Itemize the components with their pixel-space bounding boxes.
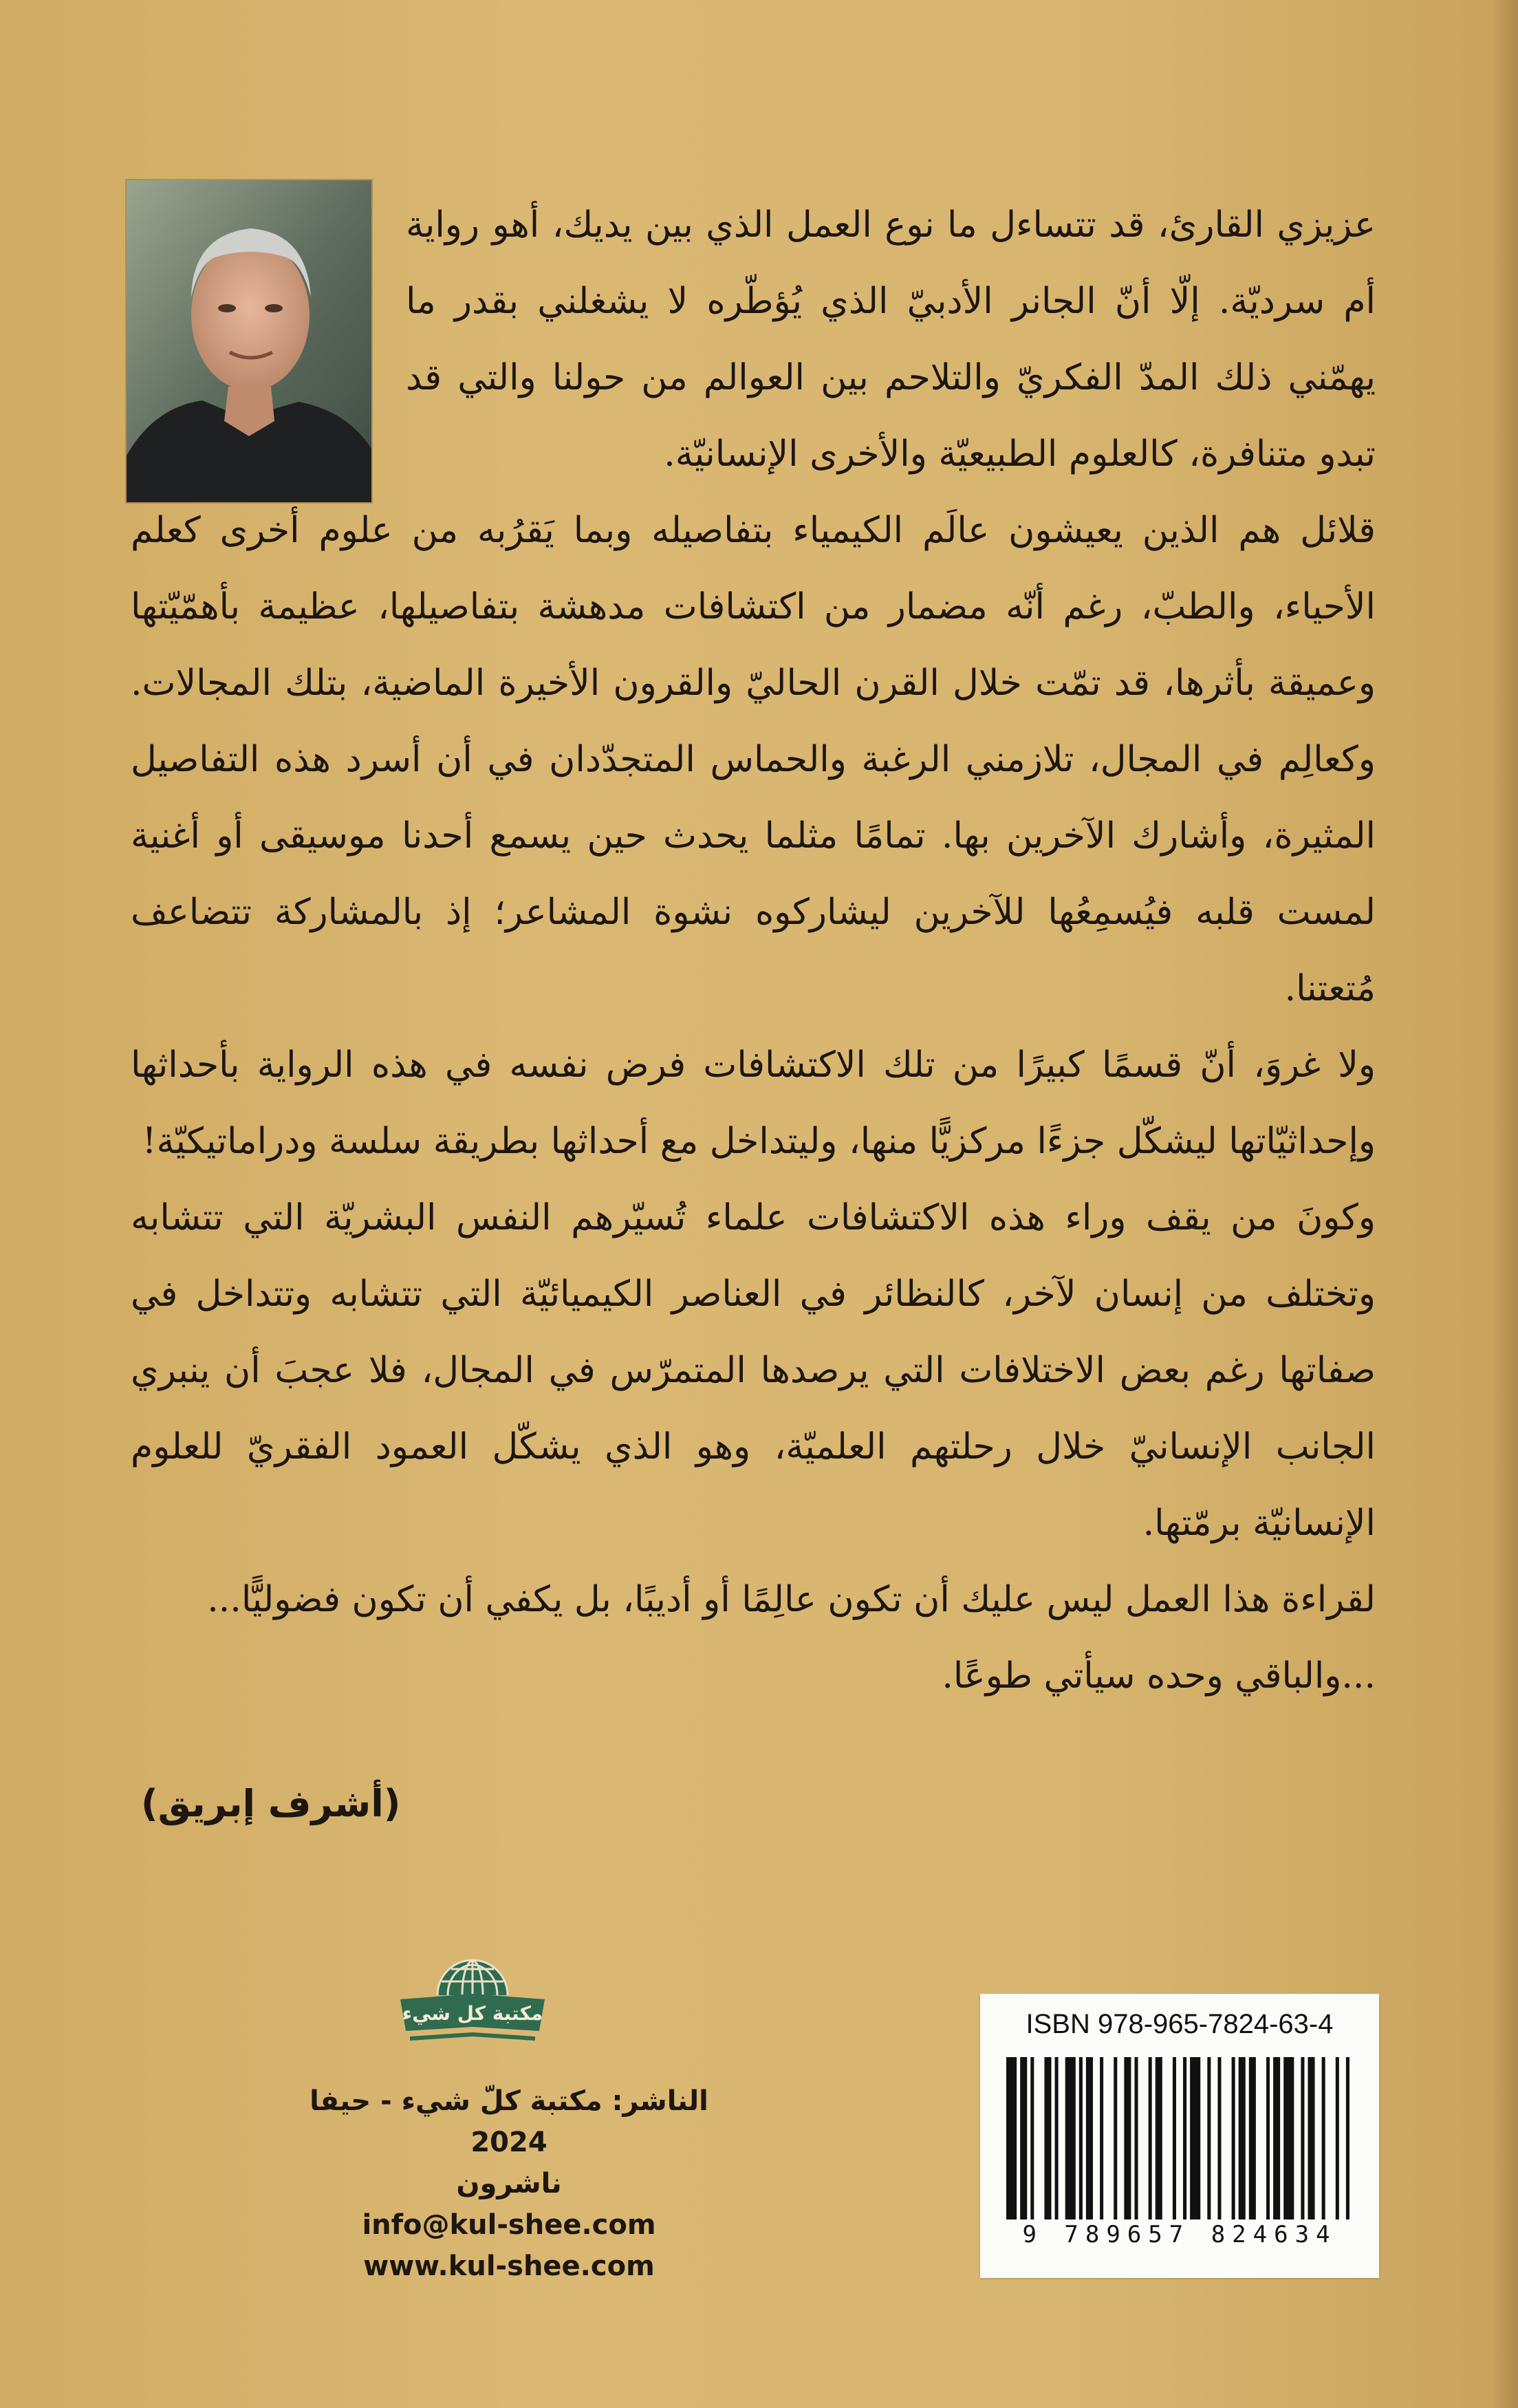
blurb-paragraph-5: لقراءة هذا العمل ليس عليك أن تكون عالِمًا أو أديبًا، بل يكفي أن تكون فضوليًّا...: [207, 1579, 1376, 1620]
publisher-website: www.kul-shee.com: [363, 2250, 655, 2282]
blurb-paragraph-2: قلائل هم الذين يعيشون عالَم الكيمياء بتفاصيله وبما يَقرُبه من علوم أخرى كعلم الأحياء، والطبّ، رغم أنّه مضمار من اكتشافات مدهشة بتفاصيلها، عظيمة بأهمّيّتها وعميقة بأثرها، قد تمّت خلال القرن الحاليّ والقرون الأخيرة الماضية، بتلك المجالات. وكعالِم في المجال، تلازمني الرغبة والحماس المتجدّدان في أن أسرد هذه التفاصيل المثيرة، وأشارك الآخرين بها. تمامًا مثلما يحدث حين يسمع أحدنا موسيقى أو أغنية لمست قلبه فيُسمِعُها للآخرين ليشاركوه نشوة المشاعر؛ إذ بالمشاركة تتضاعف مُتعتنا.: [131, 510, 1376, 1009]
blurb-paragraph-4: وكونَ من يقف وراء هذه الاكتشافات علماء تُسيّرهم النفس البشريّة التي تتشابه وتختلف من إنسان لآخر، كالنظائر في العناصر الكيميائيّة التي تتشابه وتتداخل في صفاتها رغم بعض الاختلافات التي يرصدها المتمرّس في المجال، فلا عجبَ أن ينبري الجانب الإنسانيّ خلال رحلتهم العلميّة، وهو الذي يشكّل العمود الفقريّ للعلوم الإنسانيّة برمّتها.: [131, 1197, 1376, 1544]
blurb-paragraph-6: ...والباقي وحده سيأتي طوعًا.: [942, 1655, 1376, 1697]
isbn-number: ISBN 978-965-7824-63-4: [1026, 2009, 1334, 2039]
publisher-logo-text: مكتبة كل شيء: [402, 2002, 543, 2025]
author-signature: (أشرف إبريق): [141, 1782, 401, 1825]
blurb-paragraph-3: ولا غروَ، أنّ قسمًا كبيرًا من تلك الاكتشافات فرض نفسه في هذه الرواية بأحداثها وإحداثيّاتها ليشكّل جزءًا مركزيًّا منها، وليتداخل مع أحداثها بطريقة سلسة ودراماتيكيّة!: [131, 1044, 1376, 1162]
isbn-barcode-label: [980, 1994, 1379, 2278]
publisher-name-line: الناشر: مكتبة كلّ شيء - حيفا 2024: [310, 2085, 708, 2158]
barcode-bars: [1006, 2057, 1353, 2219]
publisher-logo: [396, 1946, 549, 2056]
publisher-subtitle: ناشرون: [456, 2168, 562, 2200]
blurb-paragraph-1: عزيزي القارئ، قد تتساءل ما نوع العمل الذي بين يديك، أهو رواية أم سرديّة. إلّا أنّ الجانر الأدبيّ الذي يُؤطّره لا يشغلني بقدر ما يهمّني ذلك المدّ الفكريّ والتلاحم بين العوالم من حولنا والتي قد تبدو متنافرة، كالعلوم الطبيعيّة والأخرى الإنسانيّة.: [406, 204, 1376, 475]
blurb-text: [131, 187, 1376, 1714]
barcode-digits: 9 789657 824634: [1022, 2221, 1337, 2248]
publisher-email: info@kul-shee.com: [362, 2209, 656, 2241]
publisher-info: [289, 2081, 729, 2287]
